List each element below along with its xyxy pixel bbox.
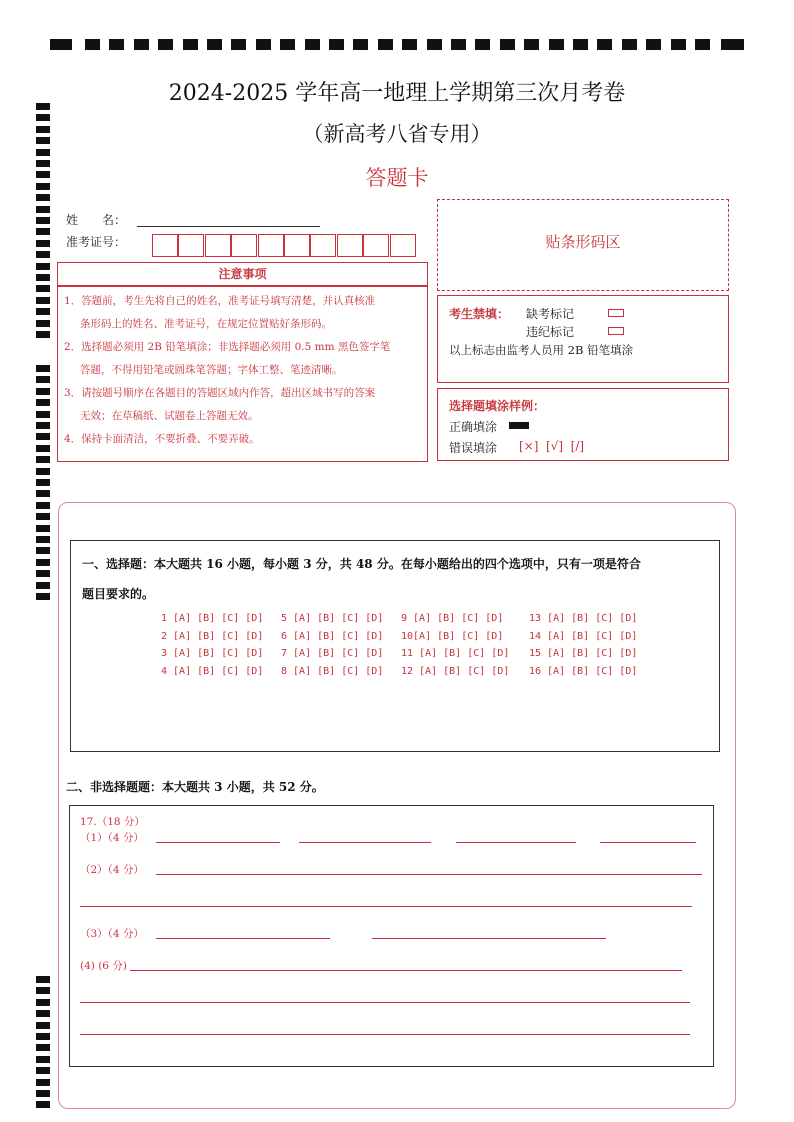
timing-mark	[36, 468, 50, 475]
timing-mark	[36, 1067, 50, 1074]
timing-mark	[36, 194, 50, 201]
q17-sub4-answer-2[interactable]	[80, 1002, 690, 1003]
q17-sub4-answer-1[interactable]	[130, 970, 682, 971]
name-field[interactable]	[137, 226, 320, 227]
timing-mark	[231, 39, 246, 50]
q17-sub1-answer-2[interactable]	[299, 842, 431, 843]
notice-header	[57, 262, 428, 286]
student-id-cell[interactable]	[231, 234, 257, 257]
q17-sub2-answer-2[interactable]	[80, 906, 692, 907]
exam-marks-note: 以上标志由监考人员用 2B 铅笔填涂	[449, 343, 634, 357]
timing-mark	[36, 445, 50, 452]
timing-mark	[36, 479, 50, 486]
q17-sub3-answer-1[interactable]	[156, 938, 330, 939]
mcq-question[interactable]: 11 [A] [B] [C] [D]	[401, 648, 510, 659]
mcq-title-line1: 一、选择题：本大题共 16 小题，每小题 3 分，共 48 分。在每小题给出的四个选项中，只有一项是符合	[82, 557, 641, 571]
notice-item-2: 2．选择题必须用 2B 铅笔填涂；非选择题必须用 0.5 mm 黑色签字笔	[64, 341, 391, 353]
timing-mark	[36, 1056, 50, 1063]
timing-mark	[597, 39, 612, 50]
mcq-question[interactable]: 7 [A] [B] [C] [D]	[281, 648, 384, 659]
timing-mark	[36, 274, 50, 281]
timing-mark	[36, 411, 50, 418]
notice-title: 注意事项	[218, 267, 267, 281]
timing-mark	[36, 502, 50, 509]
notice-box	[57, 286, 428, 462]
q17-sub1-label: （1）（4 分）	[80, 832, 144, 844]
timing-mark	[622, 39, 637, 50]
timing-mark	[36, 320, 50, 327]
mcq-question[interactable]: 13 [A] [B] [C] [D]	[529, 613, 638, 624]
absent-mark-box[interactable]	[608, 309, 624, 317]
timing-mark	[36, 1022, 50, 1029]
timing-mark	[36, 308, 50, 315]
timing-mark	[36, 217, 50, 224]
timing-mark	[427, 39, 442, 50]
violation-label: 违纪标记	[526, 325, 575, 339]
fill-sample-box	[437, 388, 729, 461]
q17-box	[69, 805, 714, 1067]
timing-mark	[207, 39, 222, 50]
timing-mark	[36, 490, 50, 497]
timing-mark	[378, 39, 393, 50]
timing-mark	[36, 285, 50, 292]
mcq-question[interactable]: 8 [A] [B] [C] [D]	[281, 665, 384, 677]
mcq-title-line2: 题目要求的。	[82, 587, 155, 601]
student-id-cell[interactable]	[205, 234, 231, 257]
timing-mark	[36, 433, 50, 440]
timing-mark	[36, 240, 50, 247]
timing-mark	[36, 1033, 50, 1040]
timing-mark	[36, 582, 50, 589]
timing-mark	[695, 39, 710, 50]
mcq-question[interactable]: 10[A] [B] [C] [D]	[401, 630, 504, 642]
correct-fill-sample	[509, 422, 529, 429]
timing-mark	[36, 559, 50, 566]
student-id-cell[interactable]	[152, 234, 178, 257]
student-id-label: 准考证号：	[66, 235, 127, 249]
mcq-question[interactable]: 14 [A] [B] [C] [D]	[529, 630, 638, 642]
timing-mark	[36, 228, 50, 235]
student-id-cell[interactable]	[363, 234, 389, 257]
q17-sub4-label: (4) (6 分)	[80, 960, 127, 972]
timing-mark	[36, 1010, 50, 1017]
mcq-question[interactable]: 1 [A] [B] [C] [D]	[161, 613, 264, 624]
answer-card-title: 答题卡	[365, 166, 429, 190]
mcq-question[interactable]: 2 [A] [B] [C] [D]	[161, 630, 264, 642]
correct-fill-label: 正确填涂	[449, 420, 498, 434]
student-id-cell[interactable]	[178, 234, 204, 257]
timing-mark	[134, 39, 149, 50]
student-id-cell[interactable]	[390, 234, 416, 257]
timing-mark	[36, 976, 50, 983]
student-id-cell[interactable]	[258, 234, 284, 257]
timing-mark	[36, 1090, 50, 1097]
timing-mark	[36, 547, 50, 554]
timing-mark	[524, 39, 539, 50]
timing-mark	[36, 1044, 50, 1051]
mcq-section	[70, 540, 720, 752]
timing-mark	[305, 39, 320, 50]
barcode-area	[437, 199, 729, 291]
timing-mark	[402, 39, 417, 50]
timing-mark	[36, 536, 50, 543]
notice-item-3-cont: 无效；在草稿纸、试题卷上答题无效。	[80, 410, 259, 422]
exam-marks-title: 考生禁填：	[449, 307, 510, 321]
mcq-question[interactable]: 16 [A] [B] [C] [D]	[529, 665, 638, 677]
timing-mark	[36, 513, 50, 520]
mcq-question[interactable]: 12 [A] [B] [C] [D]	[401, 665, 510, 677]
notice-item-4: 4．保持卡面清洁，不要折叠、不要弄破。	[64, 433, 260, 445]
timing-mark	[36, 206, 50, 213]
timing-mark	[36, 263, 50, 270]
exam-title: 2024-2025 学年高一地理上学期第三次月考卷	[168, 81, 626, 106]
q17-sub2-label: （2）（4 分）	[80, 864, 144, 876]
q17-sub1-answer-1[interactable]	[156, 842, 280, 843]
student-id-cell[interactable]	[337, 234, 363, 257]
timing-mark	[36, 999, 50, 1006]
timing-mark	[671, 39, 686, 50]
q17-sub2-answer-1[interactable]	[156, 874, 702, 875]
student-id-grid[interactable]	[152, 234, 418, 257]
timing-mark	[158, 39, 173, 50]
timing-mark	[256, 39, 271, 50]
timing-mark	[36, 570, 50, 577]
student-id-cell[interactable]	[284, 234, 310, 257]
mcq-question[interactable]: 9 [A] [B] [C] [D]	[401, 613, 504, 624]
timing-mark	[36, 1079, 50, 1086]
timing-mark	[500, 39, 515, 50]
notice-item-3: 3．请按题号顺序在各题目的答题区域内作答，超出区域书写的答案	[64, 387, 376, 399]
timing-mark	[36, 1101, 50, 1108]
wrong-fill-samples: [×] [√] [/]	[519, 439, 585, 453]
exam-subtitle: （新高考八省专用）	[302, 122, 492, 146]
timing-mark	[36, 987, 50, 994]
timing-mark	[549, 39, 564, 50]
timing-mark	[36, 399, 50, 406]
wrong-fill-label: 错误填涂	[449, 441, 498, 455]
timing-mark	[36, 251, 50, 258]
mcq-question[interactable]: 5 [A] [B] [C] [D]	[281, 613, 384, 624]
mcq-question[interactable]: 4 [A] [B] [C] [D]	[161, 665, 264, 677]
barcode-label: 贴条形码区	[545, 233, 621, 251]
name-label: 姓 名：	[66, 213, 127, 227]
timing-mark	[36, 422, 50, 429]
exam-marks-box	[437, 295, 729, 383]
timing-mark	[646, 39, 661, 50]
timing-mark	[451, 39, 466, 50]
fill-sample-title: 选择题填涂样例：	[449, 399, 546, 413]
timing-mark	[109, 39, 124, 50]
notice-item-2-cont: 答题，不得用铅笔或圆珠笔答题；字体工整、笔迹清晰。	[80, 364, 343, 376]
free-response-title: 二、非选择题题：本大题共 3 小题，共 52 分。	[66, 780, 324, 794]
timing-mark	[329, 39, 344, 50]
timing-mark	[183, 39, 198, 50]
absent-label: 缺考标记	[526, 307, 575, 321]
timing-mark	[50, 39, 72, 50]
timing-mark	[36, 456, 50, 463]
timing-mark	[36, 593, 50, 600]
q17-sub1-answer-4[interactable]	[600, 842, 696, 843]
timing-mark	[353, 39, 368, 50]
timing-mark	[36, 365, 50, 372]
mcq-question[interactable]: 3 [A] [B] [C] [D]	[161, 648, 264, 659]
timing-mark	[36, 149, 50, 156]
timing-mark	[36, 376, 50, 383]
q17-sub1-answer-3[interactable]	[456, 842, 576, 843]
notice-item-1-cont: 条形码上的姓名、准考证号，在规定位置贴好条形码。	[80, 318, 332, 330]
q17-sub3-answer-2[interactable]	[372, 938, 606, 939]
timing-mark	[721, 39, 744, 50]
timing-mark	[573, 39, 588, 50]
notice-item-1: 1．答题前，考生先将自己的姓名，准考证号填写清楚，并认真核准	[64, 295, 376, 307]
timing-mark	[36, 388, 50, 395]
q17-label: 17.（18 分）	[80, 816, 145, 828]
timing-mark	[36, 525, 50, 532]
student-id-cell[interactable]	[310, 234, 336, 257]
timing-mark	[85, 39, 100, 50]
q17-sub4-answer-3[interactable]	[80, 1034, 690, 1035]
mcq-question[interactable]: 6 [A] [B] [C] [D]	[281, 630, 384, 642]
timing-mark	[36, 297, 50, 304]
timing-mark	[475, 39, 490, 50]
timing-mark	[36, 331, 50, 338]
mcq-question[interactable]: 15 [A] [B] [C] [D]	[529, 648, 638, 659]
q17-sub3-label: （3）（4 分）	[80, 928, 144, 940]
violation-mark-box[interactable]	[608, 327, 624, 335]
timing-mark	[280, 39, 295, 50]
